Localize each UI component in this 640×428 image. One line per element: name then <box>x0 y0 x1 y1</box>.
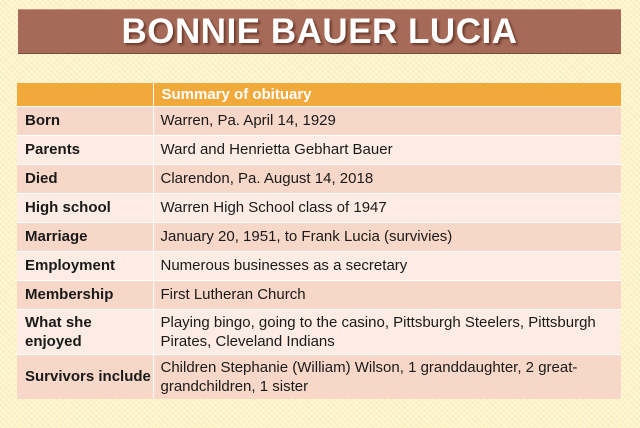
page-title: BONNIE BAUER LUCIA <box>121 11 518 51</box>
row-label-parents: Parents <box>17 135 153 164</box>
table-row <box>17 354 621 399</box>
table-row <box>17 193 621 222</box>
obituary-summary-table <box>17 83 621 399</box>
table-row <box>17 222 621 251</box>
row-label-born: Born <box>17 106 153 135</box>
table-header-label <box>17 83 153 106</box>
row-label-died: Died <box>17 164 153 193</box>
row-label-high-school: High school <box>17 193 153 222</box>
table-header-summary: Summary of obituary <box>153 83 621 106</box>
table-row <box>17 164 621 193</box>
row-label-marriage: Marriage <box>17 222 153 251</box>
row-value-died: Clarendon, Pa. August 14, 2018 <box>153 164 621 193</box>
row-label-survivors: Survivors include <box>17 354 153 399</box>
row-label-membership: Membership <box>17 280 153 309</box>
table-row <box>17 106 621 135</box>
row-value-born: Warren, Pa. April 14, 1929 <box>153 106 621 135</box>
table-row <box>17 251 621 280</box>
row-label-enjoyed: What she enjoyed <box>17 309 153 354</box>
row-value-survivors: Children Stephanie (William) Wilson, 1 granddaughter, 2 great-grandchildren, 1 sister <box>153 354 621 399</box>
row-value-enjoyed: Playing bingo, going to the casino, Pittsburgh Steelers, Pittsburgh Pirates, Cleveland Indians <box>153 309 621 354</box>
row-label-employment: Employment <box>17 251 153 280</box>
row-value-high-school: Warren High School class of 1947 <box>153 193 621 222</box>
table-row <box>17 280 621 309</box>
row-value-membership: First Lutheran Church <box>153 280 621 309</box>
row-value-employment: Numerous businesses as a secretary <box>153 251 621 280</box>
table-row <box>17 135 621 164</box>
table-header-row <box>17 83 621 106</box>
table-row <box>17 309 621 354</box>
row-value-marriage: January 20, 1951, to Frank Lucia (survivies) <box>153 222 621 251</box>
title-banner <box>18 9 621 54</box>
row-value-parents: Ward and Henrietta Gebhart Bauer <box>153 135 621 164</box>
